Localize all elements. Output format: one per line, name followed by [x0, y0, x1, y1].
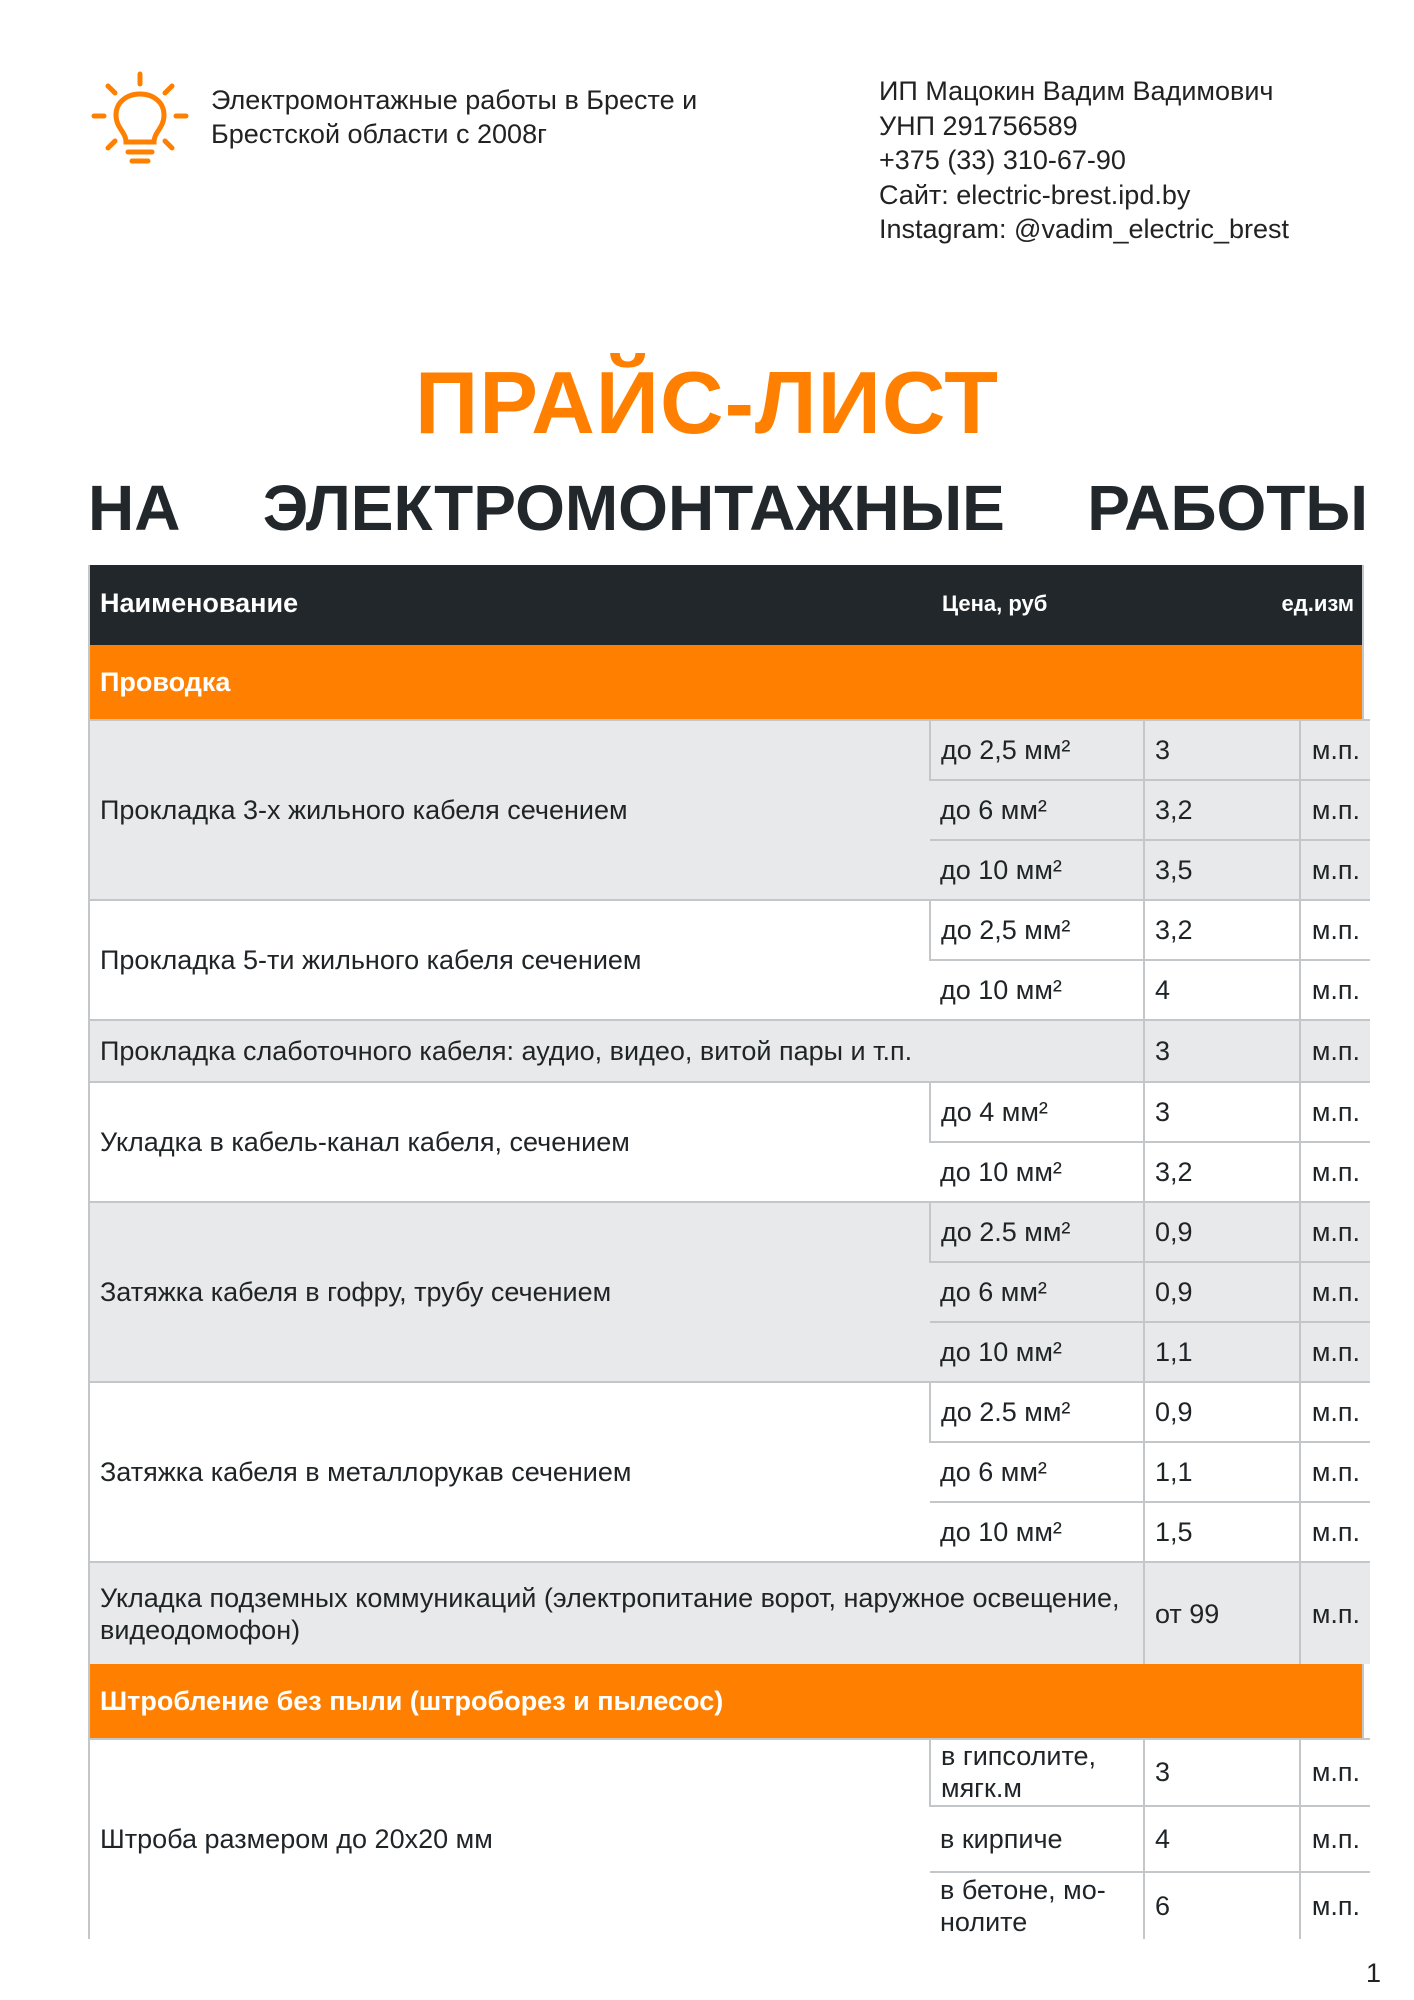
- item-name: Прокладка 3-х жильного кабеля сечением: [90, 720, 930, 900]
- page-number: 1: [1366, 1958, 1382, 1988]
- table-row: [90, 1739, 1370, 1806]
- section-rows: [90, 719, 1370, 1664]
- item-price: 0,9: [1144, 1262, 1300, 1322]
- item-size: до 10 мм²: [930, 1322, 1144, 1382]
- contact-instagram[interactable]: Instagram: @vadim_electric_brest: [879, 214, 1290, 244]
- contact-website[interactable]: Сайт: electric-brest.ipd.by: [879, 179, 1191, 210]
- header-unit: ед.изм: [1281, 591, 1354, 616]
- item-unit: м.п.: [1300, 960, 1370, 1020]
- item-unit: м.п.: [1300, 1442, 1370, 1502]
- item-size: до 10 мм²: [930, 1502, 1144, 1562]
- item-price: 3: [1144, 1082, 1300, 1142]
- item-price: 0,9: [1144, 1202, 1300, 1262]
- item-price: 3,5: [1144, 840, 1300, 900]
- table-row: [90, 1382, 1370, 1442]
- section-header: Штробление без пыли (штроборез и пылесос): [90, 1664, 1362, 1738]
- item-price: 3: [1144, 1739, 1300, 1806]
- item-size: до 2,5 мм²: [930, 720, 1144, 780]
- item-name: Укладка подземных коммуникаций (электропитание ворот, наружное освещение, видеодомофон): [90, 1562, 1144, 1664]
- item-unit: м.п.: [1300, 900, 1370, 960]
- contact-unp: УНП 291756589: [879, 110, 1078, 141]
- item-size: до 2.5 мм²: [930, 1382, 1144, 1442]
- item-size: до 10 мм²: [930, 960, 1144, 1020]
- item-unit: м.п.: [1300, 720, 1370, 780]
- table-row: [90, 1020, 1370, 1082]
- item-size: до 2,5 мм²: [930, 900, 1144, 960]
- item-name: Затяжка кабеля в металлорукав сечением: [90, 1382, 930, 1562]
- header-price: Цена, руб: [942, 591, 1048, 616]
- item-name: Прокладка слаботочного кабеля: аудио, видео, витой пары и т.п.: [90, 1020, 1144, 1082]
- item-price: 3,2: [1144, 780, 1300, 840]
- item-unit: м.п.: [1300, 840, 1370, 900]
- tagline-line: Электромонтажные работы в Бресте и: [211, 85, 698, 115]
- item-unit: м.п.: [1300, 1739, 1370, 1806]
- item-name: Укладка в кабель-канал кабеля, сечением: [90, 1082, 930, 1202]
- item-unit: м.п.: [1300, 1202, 1370, 1262]
- header-name: Наименование: [100, 588, 299, 618]
- item-price: от 99: [1144, 1562, 1300, 1664]
- table-header: [90, 565, 1362, 645]
- item-size: в гипсолите, мягк.м: [930, 1739, 1144, 1806]
- item-unit: м.п.: [1300, 1382, 1370, 1442]
- item-size: до 10 мм²: [930, 1142, 1144, 1202]
- page-subtitle: НА ЭЛЕКТРОМОНТАЖНЫЕ РАБОТЫ: [88, 472, 1368, 544]
- item-price: 3,2: [1144, 900, 1300, 960]
- item-size: до 6 мм²: [930, 1442, 1144, 1502]
- item-size: до 2.5 мм²: [930, 1202, 1144, 1262]
- item-price: 3,2: [1144, 1142, 1300, 1202]
- item-unit: м.п.: [1300, 1020, 1370, 1082]
- item-price: 3: [1144, 720, 1300, 780]
- item-name: Затяжка кабеля в гофру, трубу сечением: [90, 1202, 930, 1382]
- item-unit: м.п.: [1300, 1082, 1370, 1142]
- table-row: [90, 1082, 1370, 1142]
- page-title: ПРАЙС-ЛИСТ: [415, 353, 999, 452]
- item-size: до 6 мм²: [930, 780, 1144, 840]
- item-unit: м.п.: [1300, 780, 1370, 840]
- item-price: 3: [1144, 1020, 1300, 1082]
- item-unit: м.п.: [1300, 1806, 1370, 1873]
- item-price: 1,5: [1144, 1502, 1300, 1562]
- company-tagline: [211, 83, 697, 151]
- table-row: [90, 720, 1370, 780]
- item-name: Прокладка 5-ти жильного кабеля сечением: [90, 900, 930, 1020]
- item-size: в бетоне, мо-нолите: [930, 1872, 1144, 1939]
- item-size: до 4 мм²: [930, 1082, 1144, 1142]
- contact-phone[interactable]: +375 (33) 310-67-90: [879, 145, 1126, 175]
- section-header: Проводка: [90, 645, 1362, 719]
- table-row: [90, 1562, 1370, 1664]
- table-row: [90, 1202, 1370, 1262]
- item-price: 6: [1144, 1872, 1300, 1939]
- item-size: в кирпиче: [930, 1806, 1144, 1873]
- item-price: 4: [1144, 960, 1300, 1020]
- item-unit: м.п.: [1300, 1262, 1370, 1322]
- tagline-line: Брестской области с 2008г: [211, 119, 547, 149]
- table-row: [90, 900, 1370, 960]
- item-unit: м.п.: [1300, 1872, 1370, 1939]
- item-unit: м.п.: [1300, 1322, 1370, 1382]
- item-unit: м.п.: [1300, 1562, 1370, 1664]
- lightbulb-logo-icon: [88, 68, 192, 172]
- section-rows: [90, 1738, 1370, 1939]
- item-price: 1,1: [1144, 1322, 1300, 1382]
- contact-block: [879, 74, 1289, 247]
- item-price: 4: [1144, 1806, 1300, 1873]
- item-price: 0,9: [1144, 1382, 1300, 1442]
- item-size: до 10 мм²: [930, 840, 1144, 900]
- item-name: Штроба размером до 20х20 мм: [90, 1739, 930, 1939]
- price-table: [88, 565, 1364, 1939]
- item-price: 1,1: [1144, 1442, 1300, 1502]
- item-unit: м.п.: [1300, 1502, 1370, 1562]
- item-unit: м.п.: [1300, 1142, 1370, 1202]
- contact-owner: ИП Мацокин Вадим Вадимович: [879, 76, 1274, 106]
- item-size: до 6 мм²: [930, 1262, 1144, 1322]
